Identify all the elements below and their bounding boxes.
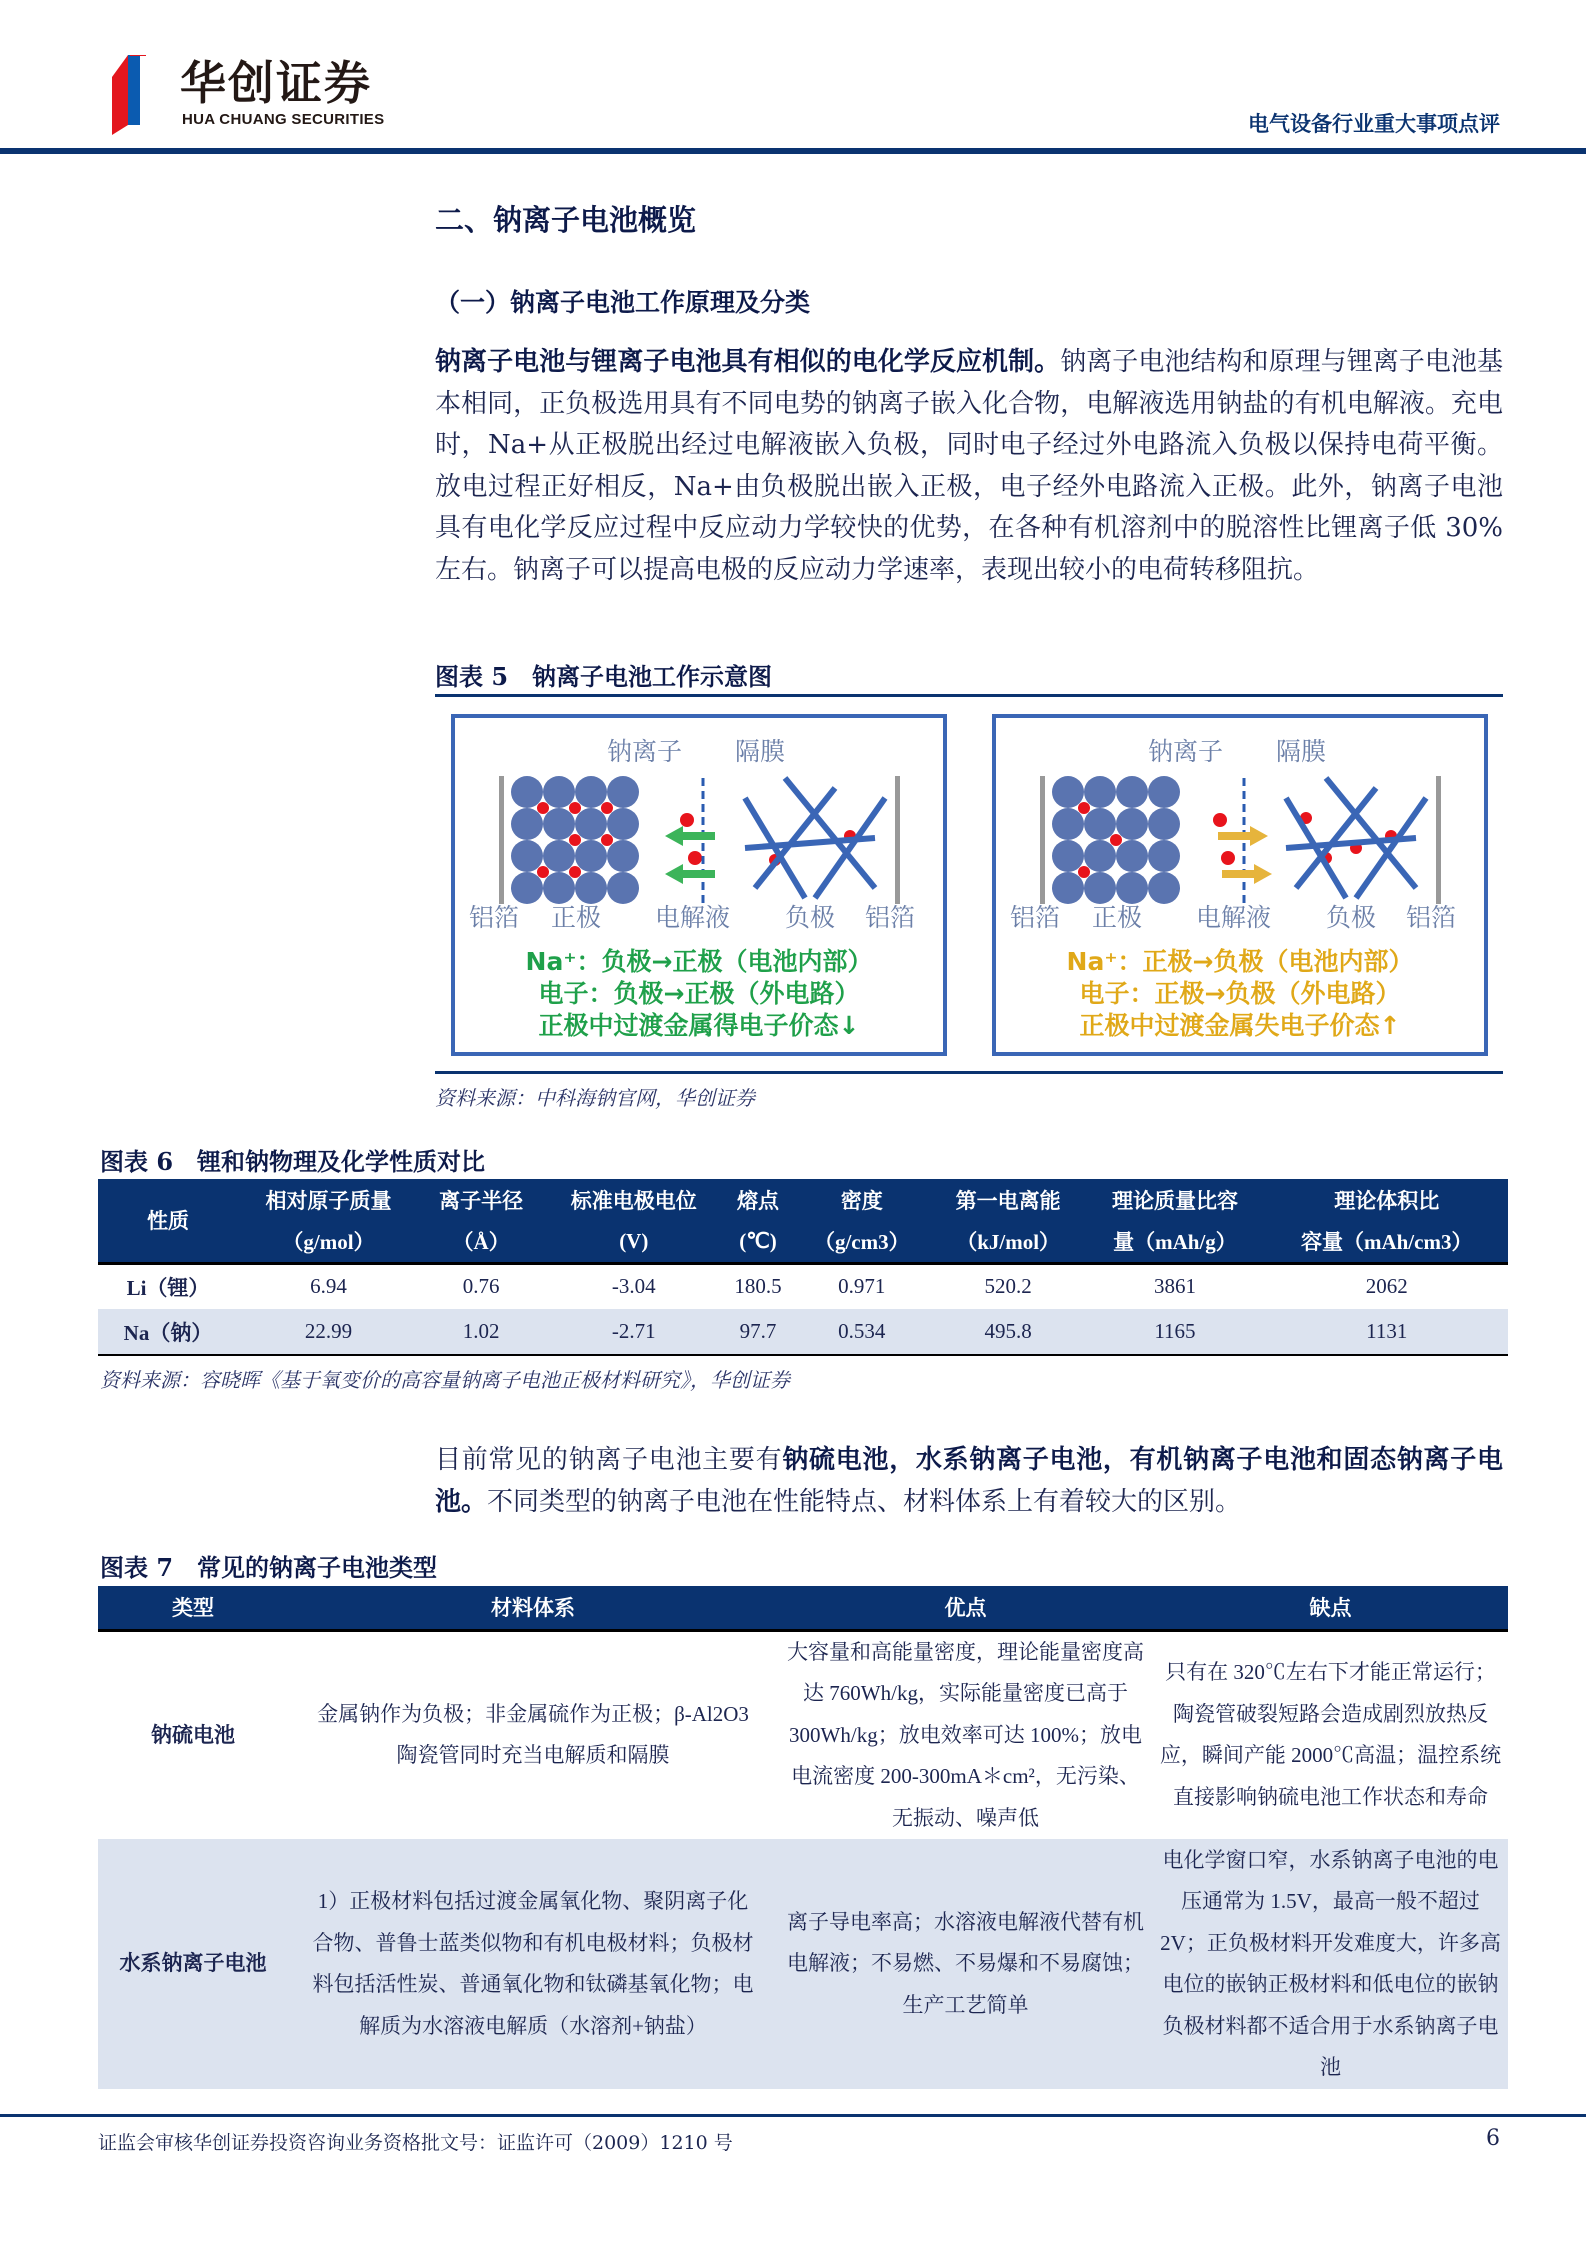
- col-header: 标准电极电位: [543, 1179, 724, 1221]
- figure5-source: 资料来源：中科海钠官网，华创证券: [435, 1086, 755, 1110]
- paragraph-bold: 钠硫电池，水系钠离子电池，有机钠离子电池和固态钠离子电池。: [435, 1445, 1503, 1517]
- charge-ion-flow: Na⁺：正极→负极（电池内部）: [1066, 947, 1414, 976]
- col-header: 相对原子质量: [238, 1179, 419, 1221]
- col-unit: (℃): [724, 1221, 792, 1263]
- figure5-title: 图表 5 钠离子电池工作示意图: [435, 662, 773, 691]
- battery-types-table: [98, 1586, 1508, 2089]
- discharge-ion-flow: Na⁺：负极→正极（电池内部）: [525, 947, 873, 976]
- figure7-title: 图表 7 常见的钠离子电池类型: [100, 1553, 438, 1582]
- label-cathode: 正极: [551, 903, 602, 932]
- cell: 97.7: [724, 1309, 792, 1355]
- col-unit: （Å）: [419, 1221, 543, 1263]
- label-separator: 隔膜: [735, 737, 786, 766]
- cell-cons: 电化学窗口窄，水系钠离子电池的电压通常为 1.5V，最高一般不超过 2V；正负极材料开发难度大，许多高电位的嵌钠正极材料和低电位的嵌钠负极材料都不适合用于水系钠离子电池: [1153, 1839, 1508, 2089]
- cell: 0.534: [792, 1309, 932, 1355]
- col-header: 离子半径: [419, 1179, 543, 1221]
- col-unit: 量（mAh/g）: [1084, 1221, 1265, 1263]
- cell: 1165: [1084, 1309, 1265, 1355]
- label-separator: 隔膜: [1276, 737, 1327, 766]
- cell: Na（钠）: [98, 1309, 238, 1355]
- paragraph-types: [435, 1440, 1503, 1523]
- col-header: 优点: [778, 1586, 1153, 1630]
- logo-text-cn: 华创证券: [180, 56, 372, 110]
- col-header: 理论体积比: [1265, 1179, 1508, 1221]
- report-type: 电气设备行业重大事项点评: [1248, 111, 1500, 136]
- cell: 1.02: [419, 1309, 543, 1355]
- cell-materials: 1）正极材料包括过渡金属氧化物、聚阴离子化合物、普鲁士蓝类似物和有机电极材料；负极材料包括活性炭、普通氧化物和钛磷基氧化物；电解质为水溶液电解质（水溶剂+钠盐）: [288, 1839, 778, 2089]
- col-header: 缺点: [1153, 1586, 1508, 1630]
- cell: 2062: [1365, 1274, 1408, 1299]
- company-logo: [100, 55, 400, 135]
- col-unit: 容量（mAh/cm3）: [1265, 1221, 1508, 1263]
- cell: 3861: [1153, 1274, 1196, 1299]
- cell: 495.8: [932, 1309, 1085, 1355]
- footer-divider: [0, 2114, 1586, 2117]
- label-foil-left: 铝箔: [1010, 903, 1061, 932]
- cell: 6.94: [310, 1274, 347, 1299]
- label-anode: 负极: [1326, 903, 1377, 932]
- col-header: 性质: [98, 1179, 238, 1263]
- figure6-title: 图表 6 锂和钠物理及化学性质对比: [100, 1147, 486, 1176]
- charge-electron-flow: 电子：正极→负极（外电路）: [1079, 979, 1401, 1008]
- col-unit: （g/cm3）: [792, 1221, 932, 1263]
- paragraph-lead: 钠离子电池与锂离子电池具有相似的电化学反应机制。: [435, 347, 1061, 377]
- section-title: 二、钠离子电池概览: [435, 203, 697, 237]
- figure5-bottom-rule: [435, 1071, 1503, 1074]
- discharge-valence: 正极中过渡金属得电子价态↓: [538, 1011, 860, 1040]
- label-ion: 钠离子: [1148, 737, 1224, 766]
- cell: 180.5: [734, 1274, 782, 1299]
- label-electrolyte: 电解液: [1196, 903, 1272, 932]
- paragraph-pre: 目前常见的钠离子电池主要有: [435, 1445, 783, 1475]
- cell: 520.2: [984, 1274, 1032, 1299]
- cell: 22.99: [238, 1309, 419, 1355]
- cell-pros: 大容量和高能量密度，理论能量密度高达 760Wh/kg，实际能量密度已高于 300Wh/kg；放电效率可达 100%；放电电流密度 200-300mA＊cm²，无污染、无振动、噪声低: [787, 1639, 1144, 1830]
- discharge-electron-flow: 电子：负极→正极（外电路）: [538, 979, 860, 1008]
- col-unit: （g/mol）: [238, 1221, 419, 1263]
- cell-type: 钠硫电池: [151, 1722, 235, 1747]
- charge-valence: 正极中过渡金属失电子价态↑: [1079, 1011, 1401, 1040]
- section-subtitle: （一）钠离子电池工作原理及分类: [435, 288, 811, 317]
- logo-text-en: HUA CHUANG SECURITIES: [182, 111, 385, 128]
- table-row: [98, 1839, 1508, 2089]
- cell-cons: 只有在 320℃左右下才能正常运行；陶瓷管破裂短路会造成剧烈放热反应，瞬间产能 2000℃高温；温控系统直接影响钠硫电池工作状态和寿命: [1159, 1660, 1502, 1809]
- cell-pros: 离子导电率高；水溶液电解液代替有机电解液；不易燃、不易爆和不易腐蚀；生产工艺简单: [778, 1839, 1153, 2089]
- col-unit: (V): [543, 1221, 724, 1263]
- col-header: 理论质量比容: [1084, 1179, 1265, 1221]
- col-header: 材料体系: [288, 1586, 778, 1630]
- table-row-li: [98, 1263, 1508, 1309]
- battery-diagram-icon: [996, 768, 1484, 918]
- header-divider: [0, 148, 1586, 154]
- col-header: 第一电离能: [932, 1179, 1085, 1221]
- figure5-top-rule: [435, 694, 1503, 697]
- cell: -2.71: [543, 1309, 724, 1355]
- label-foil-left: 铝箔: [469, 903, 520, 932]
- cell-materials: 金属钠作为负极；非金属硫作为正极；β-Al2O3 陶瓷管同时充当电解质和隔膜: [317, 1701, 749, 1768]
- cell-type: 水系钠离子电池: [98, 1839, 288, 2089]
- label-anode: 负极: [785, 903, 836, 932]
- diagram-discharge: [451, 714, 947, 1056]
- cell: Li（锂）: [126, 1275, 210, 1300]
- cell: 0.76: [462, 1274, 500, 1299]
- figure6-source: 资料来源：容晓晖《基于氧变价的高容量钠离子电池正极材料研究》，华创证券: [100, 1368, 790, 1392]
- label-ion: 钠离子: [607, 737, 683, 766]
- cell: -3.04: [611, 1274, 656, 1299]
- page-number: 6: [1486, 2126, 1500, 2151]
- logo-mark-icon: [100, 55, 172, 135]
- battery-diagram-icon: [455, 768, 943, 918]
- paragraph-post: 不同类型的钠离子电池在性能特点、材料体系上有着较大的区别。: [487, 1486, 1242, 1517]
- table-row: [98, 1630, 1508, 1839]
- col-header: 熔点: [724, 1179, 792, 1221]
- diagram-charge: [992, 714, 1488, 1056]
- label-foil-right: 铝箔: [865, 903, 916, 932]
- footer-license: 证监会审核华创证券投资咨询业务资格批文号：证监许可（2009）1210 号: [98, 2132, 733, 2154]
- col-unit: （kJ/mol）: [932, 1221, 1085, 1263]
- properties-table: [98, 1179, 1508, 1356]
- table-row-na: [98, 1309, 1508, 1355]
- paragraph-body: 钠离子电池结构和原理与锂离子电池基本相同，正负极选用具有不同电势的钠离子嵌入化合物，电解液选用钠盐的有机电解液。充电时，Na+从正极脱出经过电解液嵌入负极，同时电子经过外电路流入负极以保持电荷平衡。放电过程正好相反，Na+由负极脱出嵌入正极，电子经外电路流入正极。此外，钠离子电池具有电化学反应过程中反应动力学较快的优势，在各种有机溶剂中的脱溶性比锂离子低 30%左右。钠离子可以提高电极的反应动力学速率，表现出较小的电荷转移阻抗。: [435, 347, 1503, 585]
- cell: 0.971: [838, 1274, 886, 1299]
- col-header: 密度: [792, 1179, 932, 1221]
- col-header: 类型: [98, 1586, 288, 1630]
- label-electrolyte: 电解液: [655, 903, 731, 932]
- paragraph-principle: [435, 342, 1503, 591]
- label-cathode: 正极: [1092, 903, 1143, 932]
- cell: 1131: [1265, 1309, 1508, 1355]
- label-foil-right: 铝箔: [1406, 903, 1457, 932]
